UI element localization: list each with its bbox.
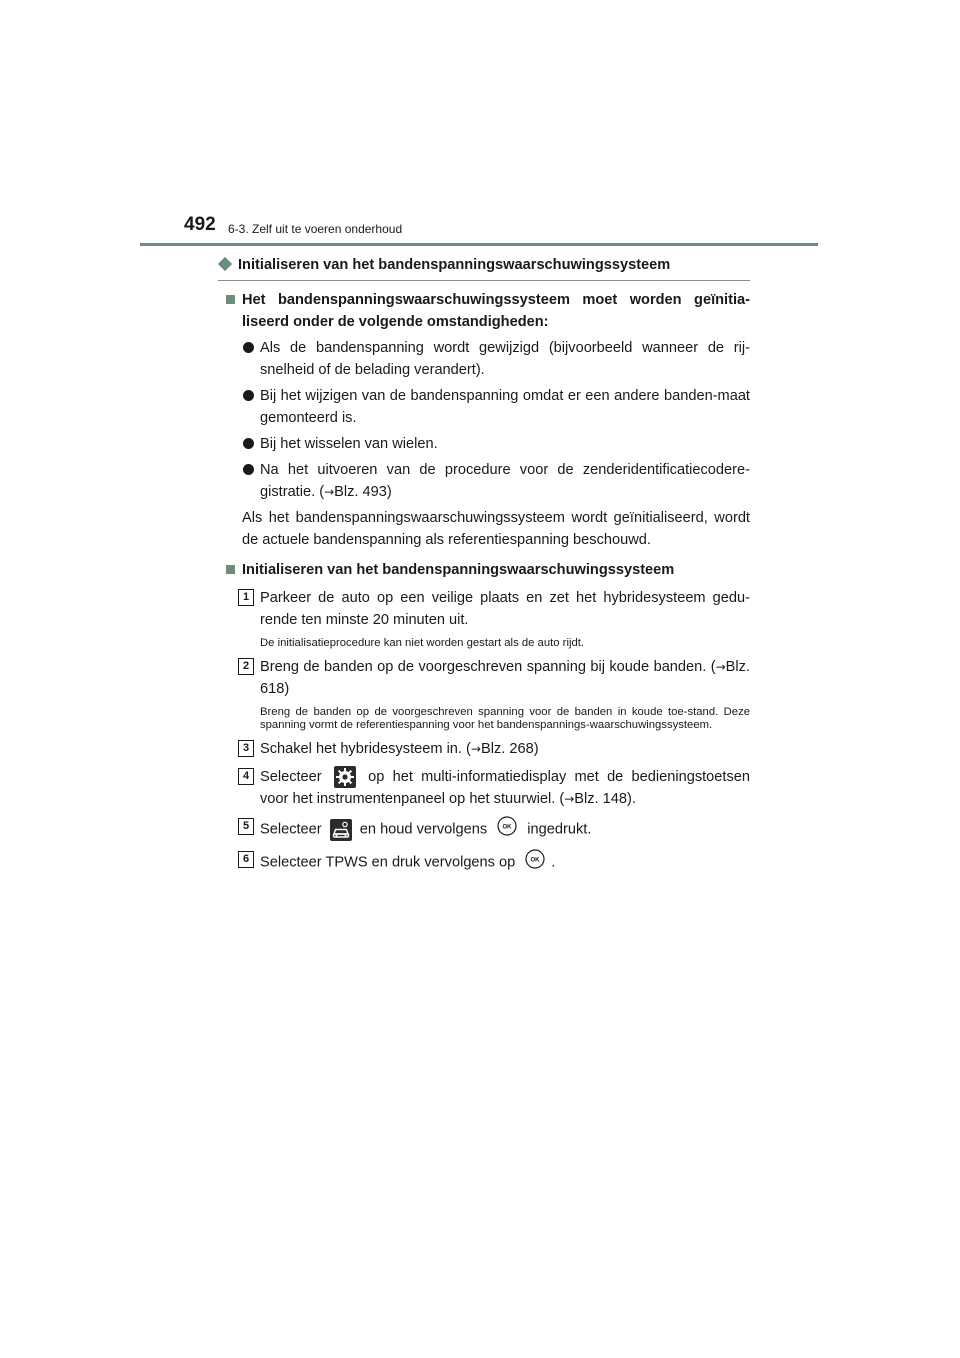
step-text: en houd vervolgens (359, 821, 488, 838)
header-rule (140, 243, 818, 246)
round-bullet-icon (243, 342, 254, 353)
step-text: Breng de banden op de voorgeschreven spanning bij koude banden. ( (260, 659, 716, 675)
step-number-badge: 1 (238, 589, 254, 606)
step-text: Schakel het hybridesysteem in. ( (260, 741, 471, 757)
section-title (218, 254, 750, 276)
list-item-text: Na het uitvoeren van de procedure voor de zenderidentificatiecodere-gistratie. ( (260, 462, 750, 500)
step-text: Selecteer (260, 821, 322, 838)
subsection-heading-procedure (218, 559, 750, 581)
page-reference-link[interactable]: Blz. 618) (260, 659, 750, 697)
step-1 (218, 587, 750, 631)
list-item-text: Bij het wijzigen van de bandenspanning omdat er een andere banden-maat gemonteerd is. (260, 388, 750, 426)
step-note: Breng de banden op de voorgeschreven spanning voor de banden in koude toe-stand. Deze spanning vormt de referentiespanning voor het bandenspannings-waarschuwingssysteem. (260, 706, 750, 731)
step-3 (218, 738, 750, 760)
step-number-badge: 3 (238, 740, 254, 757)
step-text: Selecteer (260, 769, 322, 785)
list-item-text: Als de bandenspanning wordt gewijzigd (bijvoorbeeld wanneer de rij-snelheid of de belading verandert). (260, 340, 750, 378)
ok-button-icon (519, 849, 551, 876)
page-number: 492 (184, 214, 216, 235)
step-number-badge: 2 (238, 658, 254, 675)
step-5 (218, 816, 750, 843)
page-reference-link[interactable]: Blz. 493) (334, 484, 392, 500)
page-reference-link[interactable]: Blz. 148). (574, 791, 636, 808)
ok-button-icon (491, 816, 523, 843)
step-note: De initialisatieprocedure kan niet worden gestart als de auto rijdt. (260, 637, 585, 649)
step-text: Selecteer TPWS en druk vervolgens op (260, 854, 516, 871)
list-item-text: Bij het wisselen van wielen. (260, 436, 438, 452)
ok-button-label: OK (502, 824, 512, 831)
subsection-heading-conditions (218, 289, 750, 333)
step-2 (218, 656, 750, 700)
square-bullet-icon (226, 565, 235, 574)
step-number-badge: 5 (238, 818, 254, 835)
section-title-text: Initialiseren van het bandenspanningswaarschuwingssysteem (238, 257, 671, 273)
ok-button-label: OK (530, 857, 540, 864)
arrow-icon: → (324, 485, 335, 499)
page-reference-link[interactable]: Blz. 268) (480, 741, 539, 757)
step-text: ingedrukt. (527, 821, 592, 838)
step-6 (218, 849, 750, 876)
step-number-badge: 4 (238, 768, 254, 785)
list-item (218, 385, 750, 429)
list-item (218, 459, 750, 503)
round-bullet-icon (243, 464, 254, 475)
page-content (218, 254, 750, 876)
step-4 (218, 766, 750, 810)
car-settings-icon (330, 819, 352, 841)
gear-icon (334, 766, 356, 788)
step-text: . (551, 854, 556, 871)
arrow-icon: → (564, 792, 575, 807)
square-bullet-icon (226, 295, 235, 304)
round-bullet-icon (243, 390, 254, 401)
arrow-icon: → (715, 660, 726, 674)
step-text: Parkeer de auto op een veilige plaats en zet het hybridesysteem gedu-rende ten minste 20 minuten uit. (260, 590, 750, 628)
round-bullet-icon (243, 438, 254, 449)
arrow-icon: → (470, 742, 481, 756)
list-item (218, 433, 750, 455)
subsection-heading-text: Initialiseren van het bandenspanningswaarschuwingssysteem (242, 562, 675, 578)
chapter-title: 6-3. Zelf uit te voeren onderhoud (228, 222, 403, 236)
list-item (218, 337, 750, 381)
section-rule (218, 280, 750, 281)
diamond-bullet-icon (218, 257, 232, 271)
step-text: op het multi-informatiedisplay met de bedieningstoetsen voor het instrumentenpaneel op het stuurwiel. ( (260, 769, 750, 808)
subsection-heading-text: Het bandenspanningswaarschuwingssysteem moet worden geïnitia-liseerd onder de volgende omstandigheden: (242, 292, 750, 330)
step-number-badge: 6 (238, 851, 254, 868)
note-paragraph: Als het bandenspanningswaarschuwingssysteem wordt geïnitialiseerd, wordt de actuele bandenspanning als referentiespanning beschouwd. (242, 510, 750, 548)
